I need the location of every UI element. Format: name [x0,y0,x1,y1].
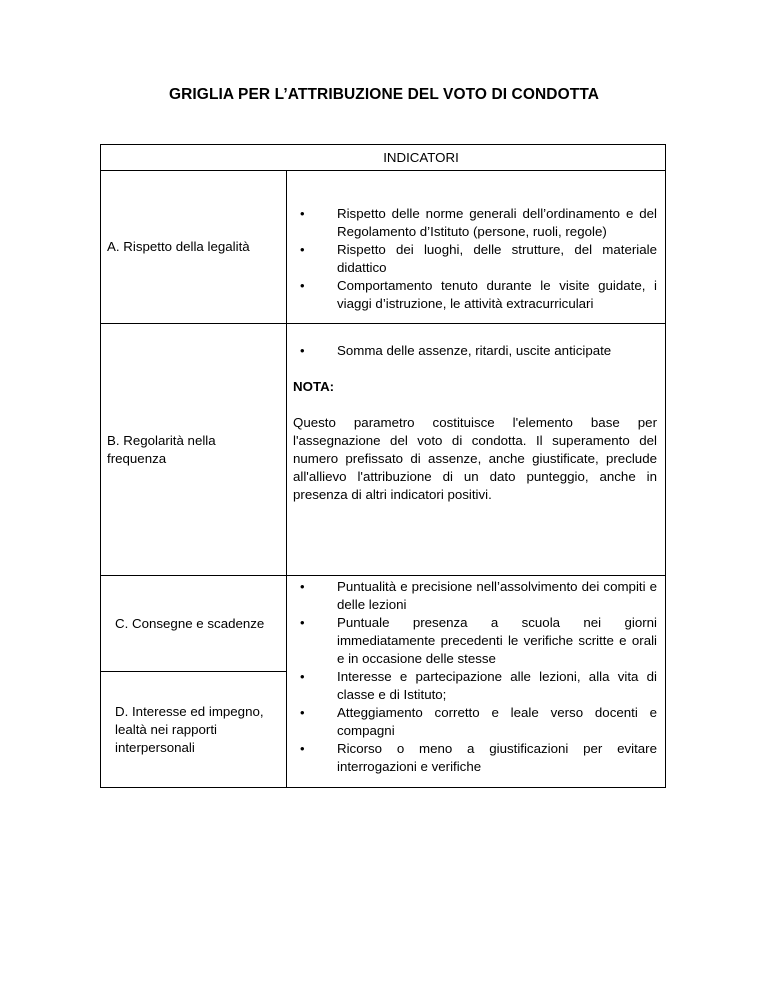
row-content-legalita [287,171,666,324]
bullet-list [293,342,657,360]
row-label-consegne: C. Consegne e scadenze [101,576,287,672]
bullet-list [293,205,657,313]
header-label: INDICATORI [383,149,459,165]
row-label-frequenza: B. Regolarità nella frequenza [101,324,287,576]
table-header [101,145,666,171]
grading-table [100,144,666,788]
row-content-frequenza [287,324,666,576]
row-label-interesse: D. Interesse ed impegno, lealtà nei rapporti interpersonali [101,672,287,788]
list-item: • Comportamento tenuto durante le visite guidate, i viaggi d’istruzione, le attività extracurriculari [337,277,657,313]
table-row [101,576,666,672]
list-item: • Rispetto delle norme generali dell’ordinamento e del Regolamento d’Istituto (persone, ruoli, regole) [337,205,657,241]
nota-text: Questo parametro costituisce l'elemento base per l'assegnazione del voto di condotta. Il superamento del numero prefissato di assenze, anche giustificate, preclude all'allievo l'attribuzione di un dato punteggio, anche in presenza di altri indicatori positivi. [293,415,657,502]
table-row [101,324,666,576]
list-item: • Ricorso o meno a giustificazioni per evitare interrogazioni e verifiche [337,740,657,776]
document-title: GRIGLIA PER L’ATTRIBUZIONE DEL VOTO DI CONDOTTA [168,86,600,103]
list-item: • Atteggiamento corretto e leale verso docenti e compagni [337,704,657,740]
list-item: • Rispetto dei luoghi, delle strutture, del materiale didattico [337,241,657,277]
row-content-consegne-interesse [287,576,666,788]
list-item: • Somma delle assenze, ritardi, uscite anticipate [337,342,657,360]
list-item: • Puntuale presenza a scuola nei giorni immediatamente precedenti le verifiche scritte e orali e in occasione delle stesse [337,614,657,668]
nota-label: NOTA: [293,379,335,394]
list-item: • Interesse e partecipazione alle lezioni, alla vita di classe e di Istituto; [337,668,657,704]
bullet-list [293,578,657,776]
table-row [101,171,666,324]
list-item: • Puntualità e precisione nell’assolvimento dei compiti e delle lezioni [337,578,657,614]
row-label-legalita: A. Rispetto della legalità [101,171,287,324]
